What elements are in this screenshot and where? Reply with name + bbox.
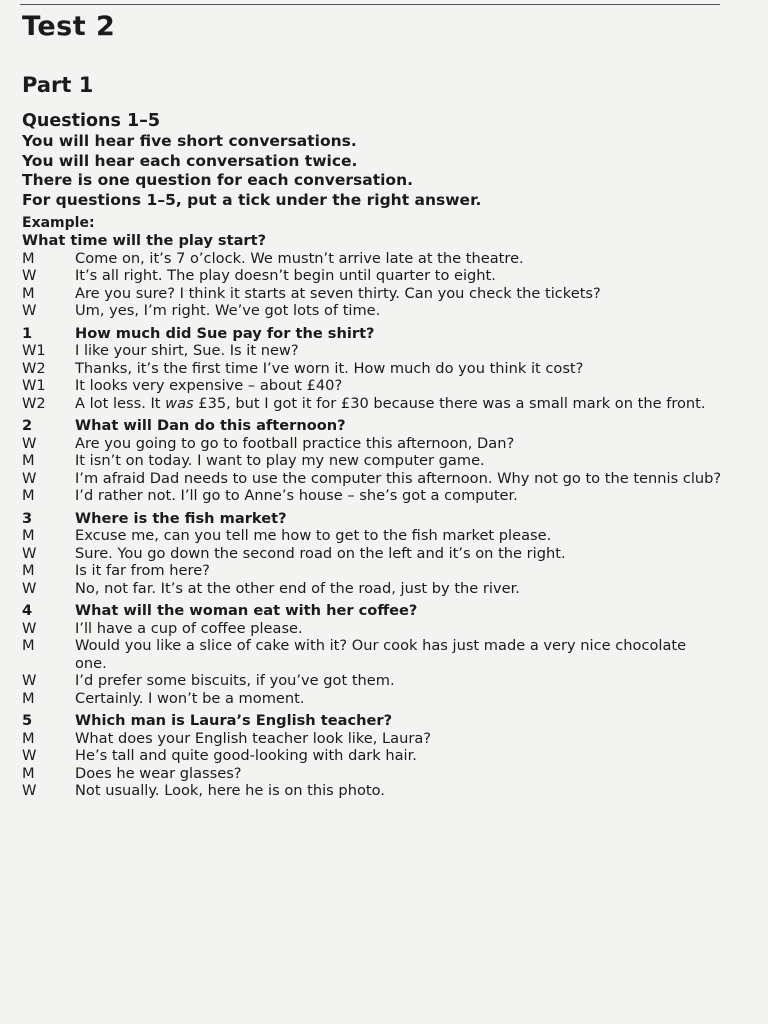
document-page [22,10,722,800]
speaker-label: W2 [22,394,46,412]
speaker-label: M [22,689,35,707]
dialogue-text: It looks very expensive – about £40? [75,377,343,395]
question-text: Where is the fish market? [75,509,287,527]
dialogue-text: Are you sure? I think it starts at seven thirty. Can you check the tickets? [75,284,601,302]
speaker-label: W [22,782,37,800]
speaker-label: M [22,487,35,505]
dialogue-text: What does your English teacher look like, Laura? [75,729,432,747]
speaker-label: W1 [22,342,46,360]
dialogue-text: It’s all right. The play doesn’t begin until quarter to eight. [75,267,496,285]
test-title: Test 2 [22,11,116,42]
question-line [22,602,722,620]
example-section [22,232,722,320]
dialogue-text: Are you going to go to football practice this afternoon, Dan? [75,434,515,452]
speaker-label: W [22,469,37,487]
example-label: Example: [22,215,95,232]
dialogue-text: Certainly. I won’t be a moment. [75,689,305,707]
dialogue-line [22,637,722,672]
speaker-label: W [22,302,37,320]
dialogue-line [22,527,722,545]
instruction-line: There is one question for each conversation. [22,171,414,190]
question-line [22,712,722,730]
speaker-label: M [22,284,35,302]
dialogue-text: It isn’t on today. I want to play my new computer game. [75,452,485,470]
dialogue-text: Thanks, it’s the first time I’ve worn it. How much do you think it cost? [75,359,584,377]
part-title: Part 1 [22,73,94,97]
speaker-label: W [22,434,37,452]
question-number: 3 [22,509,33,527]
dialogue-line [22,452,722,470]
dialogue-line [22,580,722,598]
dialogue-line [22,267,722,285]
speaker-label: M [22,729,35,747]
speaker-label: M [22,249,35,267]
question-section-3 [22,510,722,598]
dialogue-text: Does he wear glasses? [75,764,242,782]
question-number: 5 [22,712,33,730]
top-rule [20,4,720,5]
dialogue-text: Sure. You go down the second road on the left and it’s on the right. [75,544,566,562]
question-line [22,325,722,343]
dialogue-text: Would you like a slice of cake with it? Our cook has just made a very nice chocolate one. [75,637,687,672]
speaker-label: W [22,672,37,690]
speaker-label: M [22,452,35,470]
dialogue-text-part: A lot less. It [75,394,166,412]
dialogue-text: He’s tall and quite good-looking with dark hair. [75,747,417,765]
dialogue-text-part: £35, but I got it for £30 because there was a small mark on the front. [193,394,706,412]
dialogue-text: I’d prefer some biscuits, if you’ve got them. [75,672,395,690]
example-question-text: What time will the play start? [22,232,267,250]
dialogue-text: Um, yes, I’m right. We’ve got lots of time. [75,302,381,320]
dialogue-line [22,545,722,563]
dialogue-line [22,285,722,303]
dialogue-line [22,435,722,453]
dialogue-line [22,487,722,505]
speaker-label: M [22,637,35,655]
speaker-label: M [22,764,35,782]
speaker-label: W [22,747,37,765]
dialogue-text: I like your shirt, Sue. Is it new? [75,342,299,360]
dialogue-text: Come on, it’s 7 o’clock. We mustn’t arrive late at the theatre. [75,249,524,267]
instruction-line: You will hear each conversation twice. [22,151,358,170]
dialogue-text: I’d rather not. I’ll go to Anne’s house – she’s got a computer. [75,487,518,505]
dialogue-line [22,672,722,690]
dialogue-line [22,250,722,268]
dialogue-text: Excuse me, can you tell me how to get to the fish market please. [75,527,552,545]
questions-heading: Questions 1–5 [22,111,161,131]
speaker-label: W [22,619,37,637]
question-text: What will the woman eat with her coffee? [75,602,418,620]
instructions [22,132,722,210]
dialogue-text: I’m afraid Dad needs to use the computer this afternoon. Why not go to the tennis club? [75,469,722,487]
question-number: 2 [22,417,33,435]
emphasized-word: was [165,394,194,412]
question-text: What will Dan do this afternoon? [75,417,346,435]
question-text: How much did Sue pay for the shirt? [75,324,375,342]
question-line [22,417,722,435]
dialogue-line [22,730,722,748]
speaker-label: W [22,267,37,285]
dialogue-line [22,782,722,800]
question-section-2 [22,417,722,505]
dialogue-line [22,747,722,765]
question-section-5 [22,712,722,800]
question-text: Which man is Laura’s English teacher? [75,712,393,730]
speaker-label: W1 [22,377,46,395]
speaker-label: M [22,562,35,580]
question-line [22,510,722,528]
question-section-4 [22,602,722,707]
dialogue-line [22,302,722,320]
example-question [22,232,722,250]
speaker-label: W [22,544,37,562]
dialogue-line [22,395,722,413]
dialogue-line [22,470,722,488]
dialogue-line [22,562,722,580]
dialogue-text: I’ll have a cup of coffee please. [75,619,303,637]
speaker-label: M [22,527,35,545]
dialogue-text: Not usually. Look, here he is on this photo. [75,782,385,800]
dialogue-line [22,377,722,395]
instruction-line: You will hear five short conversations. [22,132,357,150]
speaker-label: W2 [22,359,46,377]
question-number: 4 [22,602,33,620]
dialogue-line [22,360,722,378]
dialogue-line [22,620,722,638]
dialogue-text [75,395,722,413]
dialogue-line [22,342,722,360]
dialogue-line [22,690,722,708]
instruction-line: For questions 1–5, put a tick under the right answer. [22,190,482,209]
dialogue-text: No, not far. It’s at the other end of the road, just by the river. [75,579,520,597]
dialogue-line [22,765,722,783]
speaker-label: W [22,579,37,597]
question-section-1 [22,325,722,413]
question-number: 1 [22,324,33,342]
dialogue-text: Is it far from here? [75,562,210,580]
